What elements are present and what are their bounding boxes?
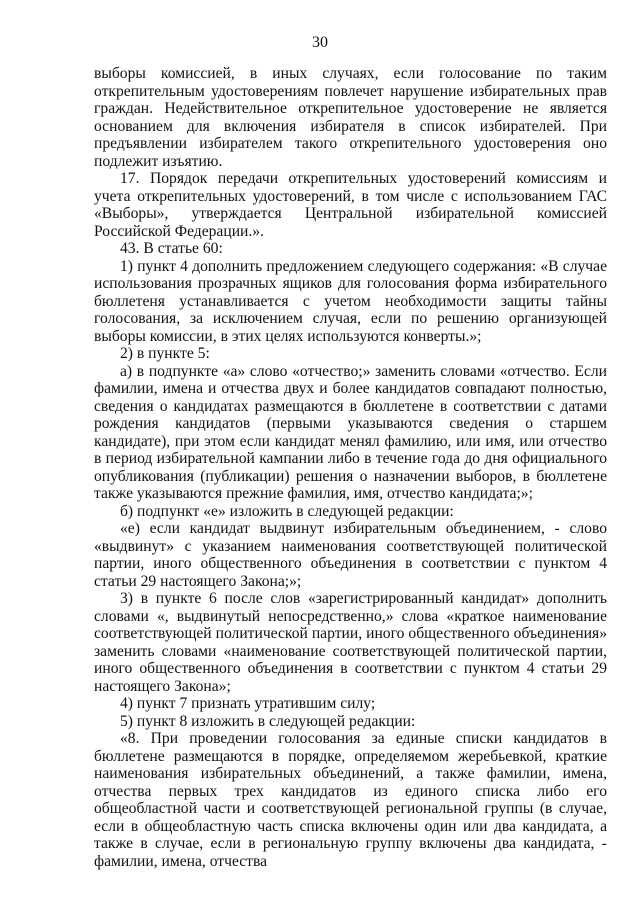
paragraph-subitem-a: а) в подпункте «а» слово «отчество;» заменить словами «отчество. Если фамилии, имена и отчества двух и более кандидатов совпадают полностью, сведения о кандидатах размещаются в бюллетене в соответствии с датами рождения кандидатов (первыми указываются сведения о старшем кандидате), при этом если кандидат менял фамилию, или имя, или отчество в период избирательной кампании либо в течение года до дня официального опубликования (публикации) решения о назначении выборов, в бюллетене также указываются прежние фамилия, имя, отчество кандидата;»; — [94, 362, 607, 502]
document-body — [94, 65, 607, 870]
paragraph-item-1: 1) пункт 4 дополнить предложением следующего содержания: «В случае использования прозрачных ящиков для голосования форма избирательного бюллетеня устанавливается с учетом необходимости защиты тайны голосования, за исключением случая, если по решению организующей выборы комиссии, в этих целях используются конверты.»; — [94, 257, 607, 345]
paragraph-item-4: 4) пункт 7 признать утратившим силу; — [120, 695, 376, 712]
paragraph-item-2: 2) в пункте 5: — [120, 345, 210, 362]
paragraph-clause-8: «8. При проведении голосования за единые списки кандидатов в бюллетене размещаются в порядке, определяемом жеребьевкой, краткие наименования избирательных объединений, а также фамилии, имена, отчества первых трех кандидатов из единого списка либо его общеобластной части и соответствующей региональной группы (в случае, если в общеобластную часть списка включены один или два кандидата, а также в случае, если в региональную группу включены два кандидата, - фамилии, имена, отчества — [94, 730, 607, 870]
paragraph-item-5: 5) пункт 8 изложить в следующей редакции: — [120, 712, 416, 730]
page-number: 30 — [312, 34, 328, 51]
paragraph-item-3: 3) в пункте 6 после слов «зарегистрированный кандидат» дополнить словами «, выдвинутый непосредственно,» слова «краткое наименование соответствующей политической партии, иного общественного объединения» заменить словами «наименование соответствующей политической партии, иного общественного объединения в соответствии с пунктом 4 статьи 29 настоящего Закона»; — [94, 590, 607, 695]
paragraph-subitem-b: б) подпункт «е» изложить в следующей редакции: — [120, 502, 454, 520]
paragraph-article-60-heading: 43. В статье 60: — [120, 240, 223, 257]
paragraph-1: выборы комиссией, в иных случаях, если голосование по таким открепительным удостоверениям повлечет нарушение избирательных прав граждан. Недействительное открепительное удостоверение не является основанием для включения избирателя в список избирателей. При предъявлении избирателем такого открепительного удостоверения оно подлежит изъятию. — [94, 65, 607, 170]
paragraph-17-clause: 17. Порядок передачи открепительных удостоверений комиссиям и учета открепительных удостоверений, в том числе с использованием ГАС «Выборы», утверждается Центральной избирательной комиссией Российской Федерации.». — [94, 170, 607, 240]
paragraph-subitem-e-text: «е) если кандидат выдвинут избирательным объединением, - слово «выдвинут» с указанием наименования соответствующей политической партии, иного общественного объединения в соответствии с пунктом 4 статьи 29 настоящего Закона;»; — [94, 520, 607, 590]
